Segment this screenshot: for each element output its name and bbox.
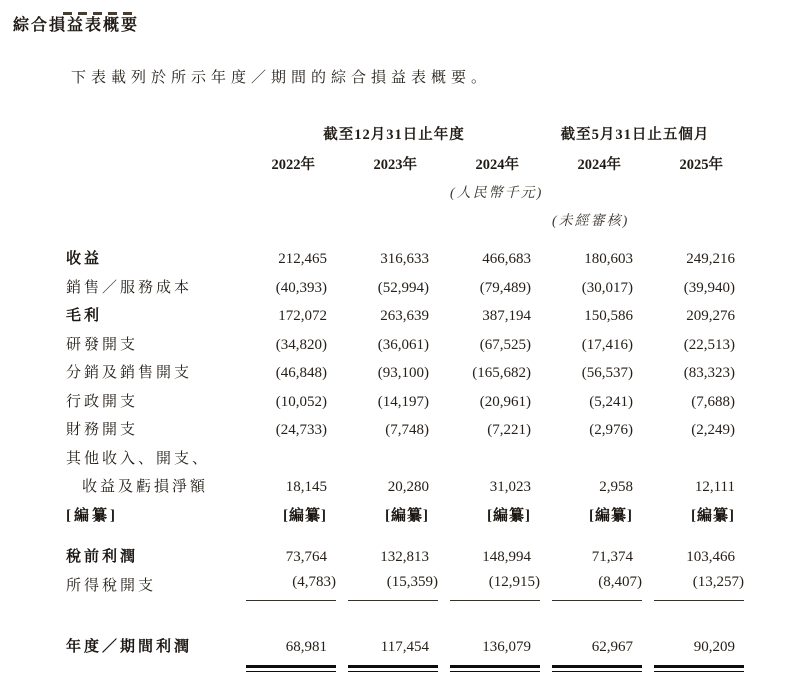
- cell-value-text: 136,079: [482, 638, 531, 655]
- income-statement-table: [66, 112, 756, 672]
- cell-value-text: (10,052): [275, 393, 327, 410]
- cell-value-text: 73,764: [285, 549, 327, 565]
- year-header-1: 2022年: [271, 157, 315, 173]
- cell-value: [450, 331, 552, 360]
- cell-value-text: (165,682): [472, 365, 531, 381]
- cell-value-text: 316,633: [380, 251, 429, 267]
- cell-value: [246, 331, 348, 360]
- cell-value-text: (7,688): [691, 393, 735, 410]
- cell-value: [552, 274, 654, 303]
- cell-value: [654, 359, 756, 388]
- row-label-line1: 分銷及銷售開支: [66, 365, 193, 381]
- cell-value: [348, 502, 450, 531]
- cell-value: [246, 445, 348, 502]
- cell-value-text: (93,100): [377, 365, 429, 381]
- cell-value: [246, 633, 348, 673]
- cell-value: [348, 633, 450, 673]
- cell-value: [552, 572, 654, 616]
- cell-value: [552, 543, 654, 572]
- cell-value-text: (15,359): [348, 572, 438, 601]
- cell-value: [552, 416, 654, 445]
- row-label: [66, 502, 246, 531]
- cell-value: [552, 302, 654, 331]
- row-label-line1: 銷售／服務成本: [66, 279, 193, 296]
- cell-value: [450, 502, 552, 531]
- cell-value-text: 387,194: [482, 308, 531, 324]
- table-body: [66, 245, 756, 672]
- cell-value: [654, 633, 756, 673]
- row-label: [66, 543, 246, 572]
- cell-value-text: (34,820): [275, 336, 327, 353]
- table-row: [66, 416, 756, 445]
- cell-value: [246, 543, 348, 572]
- row-label: [66, 331, 246, 360]
- table-row: [66, 543, 756, 572]
- cell-value: [552, 502, 654, 531]
- cell-value: [246, 359, 348, 388]
- row-label: [66, 633, 246, 673]
- row-label-line1: 行政開支: [66, 393, 139, 410]
- cell-value-text: [編纂]: [385, 507, 429, 524]
- cell-value-text: (2,249): [691, 422, 735, 438]
- cell-value-text: (30,017): [581, 279, 633, 296]
- cell-value-text: (39,940): [683, 279, 735, 296]
- cell-value: [450, 543, 552, 572]
- cell-value-text: 466,683: [482, 251, 531, 267]
- year-header-3: 2024年: [475, 157, 519, 173]
- cell-value: [348, 543, 450, 572]
- unaudited-note: (未經審核): [552, 214, 630, 229]
- cell-value-text: 172,072: [278, 308, 327, 324]
- cell-value-text: [編纂]: [487, 507, 531, 524]
- cell-value-text: (67,525): [479, 336, 531, 353]
- cell-value-text: 68,981: [285, 638, 327, 655]
- cell-value: [348, 388, 450, 417]
- cell-value: [654, 302, 756, 331]
- row-label: [66, 274, 246, 303]
- cell-value-text: (24,733): [275, 422, 327, 438]
- cell-value: [246, 572, 348, 616]
- cell-value: [246, 302, 348, 331]
- row-label: [66, 302, 246, 331]
- cell-value-text: 62,967: [591, 638, 633, 655]
- row-label: [66, 359, 246, 388]
- cell-value-text: (22,513): [683, 336, 735, 353]
- cell-value: [450, 445, 552, 502]
- year-header-5: 2025年: [679, 157, 723, 173]
- cell-value-text: (8,407): [552, 572, 642, 601]
- table-row: [66, 388, 756, 417]
- cell-value-text: 180,603: [584, 251, 633, 267]
- cell-value-text: 103,466: [686, 549, 735, 565]
- cell-value: [348, 572, 450, 616]
- cell-value: [654, 388, 756, 417]
- cell-value-text: [編纂]: [691, 507, 735, 524]
- row-label-line1: 研發開支: [66, 336, 139, 353]
- double-total-rule: [246, 665, 336, 672]
- cell-value: [552, 331, 654, 360]
- table-row: [66, 445, 756, 502]
- row-spacer: [66, 616, 756, 633]
- prospectus-page: [0, 12, 804, 689]
- cell-value-text: 90,209: [693, 638, 735, 655]
- table-row: [66, 572, 756, 616]
- cell-value-text: 12,111: [694, 479, 735, 495]
- double-total-rule: [552, 665, 642, 672]
- cell-value-text: (36,061): [377, 336, 429, 353]
- cell-value-text: [編纂]: [589, 507, 633, 524]
- row-label-line1: 財務開支: [66, 422, 139, 438]
- table-row: [66, 245, 756, 274]
- row-label-line1: 所得稅開支: [66, 577, 157, 594]
- cell-value-text: (79,489): [479, 279, 531, 296]
- cell-value-text: 31,023: [489, 479, 531, 495]
- intro-paragraph: 下表載列於所示年度／期間的綜合損益表概要。: [71, 70, 492, 86]
- cell-value-text: 148,994: [482, 549, 531, 565]
- cell-value-text: (4,783): [246, 572, 336, 601]
- cell-value: [450, 245, 552, 274]
- cell-value: [654, 331, 756, 360]
- cell-value: [450, 302, 552, 331]
- row-spacer: [66, 530, 756, 543]
- column-group-header-row: [66, 112, 756, 144]
- cell-value-text: (12,915): [450, 572, 540, 601]
- cell-value-text: 117,454: [380, 638, 429, 655]
- row-label: [66, 245, 246, 274]
- cell-value: [246, 274, 348, 303]
- cell-value: [552, 633, 654, 673]
- cell-value-text: [編纂]: [283, 507, 327, 524]
- cell-value: [246, 416, 348, 445]
- row-label-line1: 毛利: [66, 308, 103, 324]
- cell-value-text: (7,221): [487, 422, 531, 438]
- cell-value-text: (56,537): [581, 365, 633, 381]
- cell-value: [654, 245, 756, 274]
- cell-value: [654, 274, 756, 303]
- row-label-line2: 收益及虧損淨額: [82, 479, 209, 495]
- cell-value: [450, 633, 552, 673]
- cell-value: [654, 572, 756, 616]
- cell-value-text: 150,586: [584, 308, 633, 324]
- row-label: [66, 572, 246, 616]
- cell-value-text: 71,374: [591, 549, 633, 565]
- cell-value: [348, 359, 450, 388]
- cell-value: [348, 245, 450, 274]
- cell-value: [552, 245, 654, 274]
- cell-value: [552, 359, 654, 388]
- column-group-year-ended-dec31: 截至12月31日止年度: [323, 127, 465, 143]
- cell-value: [450, 274, 552, 303]
- cell-value: [552, 388, 654, 417]
- double-total-rule: [654, 665, 744, 672]
- currency-unit-note: (人民幣千元): [450, 186, 544, 201]
- table-row: [66, 359, 756, 388]
- cell-value: [348, 302, 450, 331]
- cell-value-text: 18,145: [285, 479, 327, 495]
- row-label: [66, 388, 246, 417]
- year-header-2: 2023年: [373, 157, 417, 173]
- double-total-rule: [450, 665, 540, 672]
- table-row: [66, 331, 756, 360]
- cell-value: [450, 572, 552, 616]
- cell-value-text: (2,976): [589, 422, 633, 438]
- cell-value: [246, 502, 348, 531]
- cell-value-text: (46,848): [275, 365, 327, 381]
- year-header-4: 2024年: [577, 157, 621, 173]
- currency-note-row: [66, 174, 756, 202]
- cell-value: [552, 445, 654, 502]
- column-group-five-months-ended-may31: 截至5月31日止五個月: [560, 127, 710, 143]
- cell-value: [348, 331, 450, 360]
- cell-value: [654, 416, 756, 445]
- cell-value: [450, 388, 552, 417]
- cell-value: [348, 445, 450, 502]
- cell-value-text: (52,994): [377, 279, 429, 296]
- cell-value-text: (5,241): [589, 393, 633, 410]
- cell-value: [450, 359, 552, 388]
- cell-value-text: 2,958: [599, 479, 633, 495]
- table-row: [66, 274, 756, 303]
- cell-value: [246, 388, 348, 417]
- cell-value: [246, 245, 348, 274]
- double-total-rule: [348, 665, 438, 672]
- audit-note-row: [66, 202, 756, 230]
- row-label-line1: 其他收入、開支、: [66, 450, 211, 467]
- cell-value: [348, 274, 450, 303]
- cell-value-text: (83,323): [683, 365, 735, 381]
- cell-value: [654, 502, 756, 531]
- cell-value-text: 132,813: [380, 549, 429, 565]
- cell-value-text: 212,465: [278, 251, 327, 267]
- row-label-line1: [編纂]: [66, 507, 118, 524]
- row-label-line1: 收益: [66, 251, 103, 267]
- cell-value-text: (13,257): [654, 572, 744, 601]
- cell-value: [654, 543, 756, 572]
- row-label-line1: 年度／期間利潤: [66, 638, 193, 655]
- cell-value-text: (7,748): [385, 422, 429, 438]
- table-row: [66, 633, 756, 673]
- cell-value-text: (20,961): [479, 393, 531, 410]
- cell-value: [348, 416, 450, 445]
- row-label: [66, 416, 246, 445]
- cell-value-text: (40,393): [275, 279, 327, 296]
- table-row: [66, 302, 756, 331]
- cell-value-text: 209,276: [686, 308, 735, 324]
- row-label-line1: 稅前利潤: [66, 549, 139, 565]
- cell-value: [450, 416, 552, 445]
- row-label: [66, 445, 246, 502]
- year-header-row: [66, 144, 756, 174]
- cell-value-text: 263,639: [380, 308, 429, 324]
- cell-value-text: (17,416): [581, 336, 633, 353]
- table-row: [66, 502, 756, 531]
- cropped-previous-line-artifact: [63, 12, 133, 15]
- section-title: 綜合損益表概要: [13, 17, 140, 34]
- cell-value-text: 20,280: [387, 479, 429, 495]
- cell-value: [654, 445, 756, 502]
- cell-value-text: (14,197): [377, 393, 429, 410]
- cell-value-text: 249,216: [686, 251, 735, 267]
